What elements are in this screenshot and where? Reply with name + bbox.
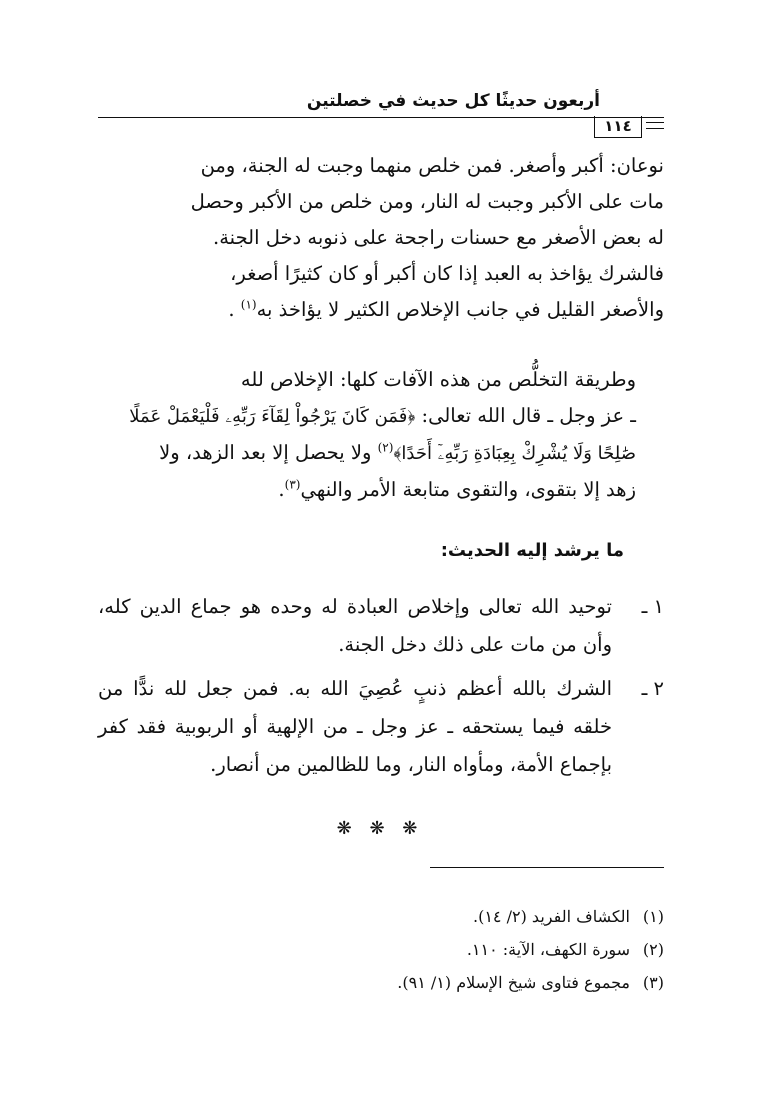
paragraph-shirk-types (98, 148, 664, 328)
footnote-text: سورة الكهف، الآية: ١١٠. (466, 940, 630, 959)
footnote-text: مجموع فتاوى شيخ الإسلام (١/ ٩١). (397, 973, 630, 992)
footnote-number: (٣) (642, 973, 664, 992)
running-header-title: أربعون حديثًا كل حديث في خصلتين (306, 91, 600, 111)
list-item-text: توحيد الله تعالى وإخلاص العبادة له وحده هو جماع الدين كله، وأن من مات على ذلك دخل الجنة. (98, 595, 612, 656)
list-item-number: ١ ـ (641, 595, 664, 618)
list-item (98, 588, 664, 664)
footnote-rule (430, 867, 664, 868)
paragraph-line-last (98, 292, 664, 328)
footnote-ref-1[interactable]: (١) (240, 297, 257, 312)
paragraph-line (98, 398, 664, 435)
sentence-end: . (228, 298, 235, 321)
footnote-2 (98, 933, 664, 966)
paragraph-line: نوعان: أكبر وأصغر. فمن خلص منهما وجبت له الجنة، ومن (200, 154, 664, 177)
list-item-text: الشرك بالله أعظم ذنبٍ عُصِيَ الله به. فمن جعل لله ندًّا من خلقه فيما يستحقه ـ عز وجل ـ من الإلهية أو الربوبية فقد كفر بإجماع الأمة، ومأواه النار، وما للظالمين من أنصار. (98, 677, 612, 776)
quran-verse-end: صَٰلِحًا وَلَا يُشْرِكْ بِعِبَادَةِ رَبِّهِۦٓ أَحَدًا﴾ (393, 443, 636, 464)
header-dash-bottom (646, 128, 664, 129)
paragraph-text: ولا يحصل إلا بعد الزهد، ولا (159, 441, 372, 464)
paragraph-line-last (98, 472, 664, 508)
footnote-1 (98, 900, 664, 933)
section-separator: ❋ ❋ ❋ (336, 818, 424, 839)
paragraph-line: وطريقة التخلُّص من هذه الآفات كلها: الإخلاص لله (240, 368, 636, 391)
footnote-text: الكشاف الفريد (٢/ ١٤). (473, 907, 630, 926)
footnote-number: (١) (642, 907, 664, 926)
paragraph-salvation (98, 362, 664, 508)
paragraph-text: والأصغر القليل في جانب الإخلاص الكثير لا يؤاخذ به (256, 298, 664, 321)
page-number: ١١٤ (594, 116, 642, 138)
list-item (98, 670, 664, 784)
header-rule (98, 117, 664, 118)
paragraph-text: زهد إلا بتقوى، والتقوى متابعة الأمر والنهي (300, 478, 636, 501)
footnote-3 (98, 966, 664, 999)
paragraph-line: فالشرك يؤاخذ به العبد إذا كان أكبر أو كان كثيرًا أصغر، (230, 262, 664, 285)
paragraph-line: له بعض الأصغر مع حسنات راجحة على ذنوبه دخل الجنة. (213, 226, 664, 249)
list-item-number: ٢ ـ (641, 677, 664, 700)
footnote-number: (٢) (642, 940, 664, 959)
sentence-end: . (278, 478, 285, 501)
footnotes (98, 900, 664, 999)
footnote-ref-2[interactable]: (٢) (377, 440, 394, 455)
section-heading: ما يرشد إليه الحديث: (440, 540, 624, 561)
paragraph-line: مات على الأكبر وجبت له النار، ومن خلص من الأكبر وحصل (190, 190, 664, 213)
paragraph-text: ـ عز وجل ـ قال الله تعالى: (421, 404, 636, 427)
footnote-ref-3[interactable]: (٣) (284, 477, 301, 492)
quran-verse: ﴿فَمَن كَانَ يَرْجُواْ لِقَآءَ رَبِّهِۦ فَلْيَعْمَلْ عَمَلًا (129, 406, 416, 427)
paragraph-line (98, 435, 664, 472)
header-dash-top (646, 122, 664, 123)
